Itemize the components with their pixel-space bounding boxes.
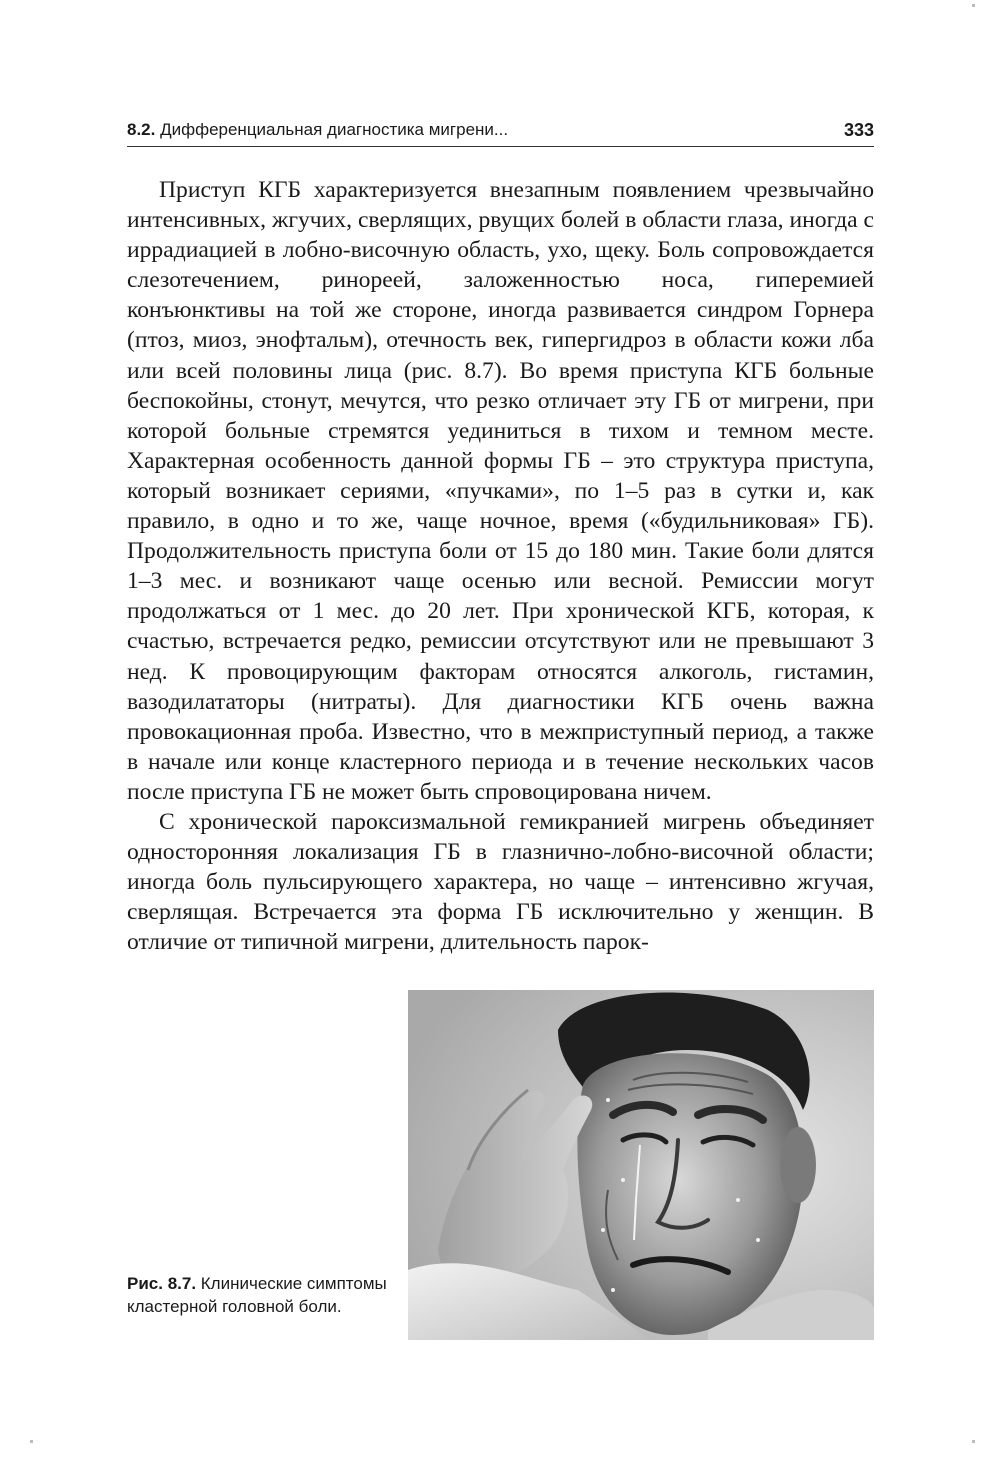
corner-mark — [972, 4, 975, 7]
figure-caption — [127, 1272, 389, 1318]
corner-mark — [30, 1440, 33, 1443]
figure-label: Рис. 8.7. — [127, 1274, 197, 1293]
running-head — [127, 118, 874, 147]
figure-caption-text: Клинические симптомы кластерной головной боли. — [127, 1274, 387, 1316]
patient-photo-illustration — [408, 990, 874, 1340]
paragraph-hemicrania: С хронической пароксизмальной гемикранией мигрень объединяет односторонняя локализация ГБ в глазнично-лобно-височной области; иногда боль пульсирующего характера, но чаще – интенсивно жгучая, сверлящая. Встречается эта форма ГБ исключительно у женщин. В отличие от типичной мигрени, длительность парок- — [127, 808, 874, 956]
section-number: 8.2. — [127, 120, 156, 139]
page-number: 333 — [843, 120, 874, 140]
paragraph-cluster-headache: Приступ КГБ характеризуется внезапным появлением чрезвычайно интенсивных, жгучих, сверлящих, рвущих болей в области глаза, иногда с иррадиацией в лобно-височную область, ухо, щеку. Боль сопровождается слезотечением, ринореей, заложенностью носа, гиперемией конъюнктивы на той же стороне, иногда развивается синдром Горнера (птоз, миоз, энофтальм), отечность век, гипергидроз в области кожи лба или всей половины лица (рис. 8.7). Во время приступа КГБ больные беспокойны, стонут, мечутся, что резко отличает эту ГБ от мигрени, при которой больные стремятся уединиться в тихом и темном месте. Характерная особенность данной формы ГБ – это структура приступа, который возникает сериями, «пучками», по 1–5 раз в сутки и, как правило, в одно и то же, чаще ночное, время («будильниковая» ГБ). Продолжительность приступа боли от 15 до 180 мин. Такие боли длятся 1–3 мес. и возникают чаще осенью или весной. Ремиссии могут продолжаться от 1 мес. до 20 лет. При хронической КГБ, которая, к счастью, встречается редко, ремиссии отсутствуют или не превышают 3 нед. К провоцирующим факторам относятся алкоголь, гистамин, вазодилататоры (нитраты). Для диагностики КГБ очень важна провокационная проба. Известно, что в межприступный период, а также в начале или конце кластерного периода и в течение нескольких часов после приступа ГБ не может быть спровоцирована ничем. — [127, 177, 874, 805]
section-title: Дифференциальная диагностика мигрени... — [155, 120, 509, 139]
figure-photo — [408, 990, 874, 1340]
body-text — [127, 175, 874, 957]
corner-mark — [972, 1440, 975, 1443]
